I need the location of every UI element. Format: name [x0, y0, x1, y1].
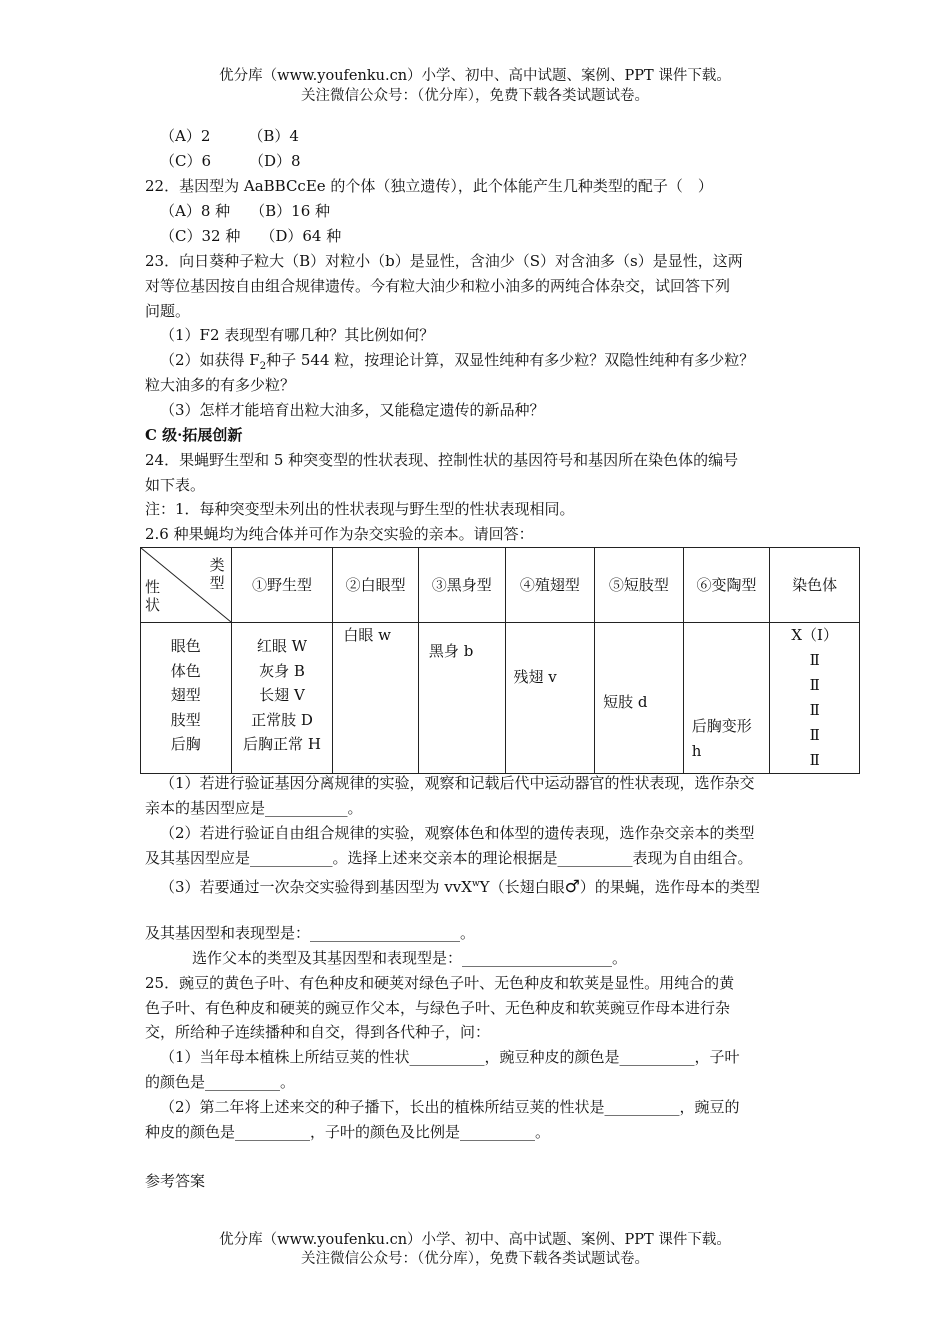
chromosome-value: Ⅱ: [809, 701, 820, 719]
deformed-value: 后胸变形 h: [691, 717, 752, 760]
chromosome-value: X（Ⅰ）: [791, 626, 838, 644]
q24-sub-2-line-1: （2）若进行验证自由组合规律的实验，观察体色和体型的遗传表现，选作杂交亲本的类型: [160, 824, 755, 842]
footer-line-2: 关注微信公众号：（优分库），免费下载各类试题试卷。: [301, 1251, 649, 1267]
q22-option-a: （A）8 种: [160, 202, 231, 220]
table-corner-cell: [141, 548, 240, 623]
q23-sub-1: （1）F2 表现型有哪几种？其比例如何？: [160, 326, 435, 344]
q23-sub-3: （3）怎样才能培育出粒大油多，又能稳定遗传的新品种？: [160, 401, 545, 419]
q24-sub-3-text-b: Y（长翅白眼: [479, 878, 565, 896]
male-symbol-icon: ♂: [564, 877, 580, 897]
white-eye-value: 白眼 w: [343, 626, 391, 644]
wild-value: 红眼 W: [256, 637, 308, 655]
header-white-eye: ②白眼型: [333, 548, 419, 623]
q22-options-row-1: [160, 201, 330, 221]
q24-sub-3-superscript: w: [471, 879, 480, 889]
chromosome-value: Ⅱ: [809, 676, 820, 694]
q25-sub-2-line-2: 种皮的颜色是__________，子叶的颜色及比例是__________。: [145, 1123, 551, 1141]
vestigial-cell: [505, 623, 595, 774]
wild-type-cell: [231, 623, 333, 774]
q22-options-row-2: [160, 226, 341, 246]
traits-cell: [141, 623, 232, 774]
q22-option-d: （D）64 种: [260, 227, 342, 245]
header-vestigial-wing: ④殖翅型: [505, 548, 595, 623]
q23-line-2: 对等位基因按自由组合规律遗传。今有粒大油少和粒小油多的两纯合体杂交，试回答下列: [145, 277, 731, 295]
q25-sub-1-line-1: （1）当年母本植株上所结豆荚的性状__________，豌豆种皮的颜色是__________，子叶: [160, 1048, 740, 1066]
chromosome-value: Ⅱ: [809, 651, 820, 669]
header-chromosome: 染色体: [770, 548, 860, 623]
q24-sub-3-text-c: ）的果蝇，选作母本的类型: [579, 878, 760, 896]
deformed-cell: [683, 623, 770, 774]
chromosome-value: Ⅱ: [809, 726, 820, 744]
header-short-limb: ⑤短肢型: [595, 548, 684, 623]
q24-sub-3-line-3: 选作父本的类型及其基因型和表现型是：____________________。: [192, 949, 628, 967]
q23-sub-2-subscript: 2: [259, 361, 267, 372]
wild-value: 灰身 B: [259, 661, 305, 680]
answers-title: 参考答案: [145, 1172, 206, 1190]
white-eye-cell: [333, 623, 419, 774]
q24-sub-3-text-a: （3）若要通过一次杂交实验得到基因型为 vvX: [160, 878, 472, 896]
trait-item: 肢型: [170, 710, 201, 729]
trait-item: 后胸: [170, 735, 201, 753]
q23-sub-2-text-b: 种子 544 粒，按理论计算，双显性纯种有多少粒？双隐性纯种有多少粒？: [266, 351, 755, 369]
q22-option-b: （B）16 种: [250, 202, 331, 220]
table-body-row: [141, 623, 860, 774]
genetics-table: [140, 547, 860, 774]
q21-option-a: （A）2: [160, 127, 211, 145]
q23-sub-2: [160, 350, 754, 377]
chromosome-value: Ⅱ: [809, 751, 820, 769]
q21-option-d: （D）8: [249, 152, 301, 170]
vestigial-value: 残翅 v: [513, 668, 557, 686]
short-limb-value: 短肢 d: [603, 693, 648, 711]
trait-item: 翅型: [170, 686, 201, 704]
footer-line-1: 优分库（www.youfenku.cn）小学、初中、高中试题、案例、PPT 课件下载。: [219, 1232, 731, 1248]
header-line-1: 优分库（www.youfenku.cn）小学、初中、高中试题、案例、PPT 课件下载。: [219, 68, 731, 84]
header-black-body: ③黑身型: [418, 548, 505, 623]
q21-option-b: （B）4: [248, 127, 299, 145]
q25-sub-1-line-2: 的颜色是__________。: [145, 1073, 296, 1091]
q24-sub-3-line-2: 及其基因型和表现型是：____________________。: [145, 924, 476, 942]
q25-line-1: 25．豌豆的黄色子叶、有色种皮和硬荚对绿色子叶、无色种皮和软荚是显性。用纯合的黄: [145, 974, 735, 992]
corner-type-label: 类 型: [209, 556, 240, 592]
q25-sub-2-line-1: （2）第二年将上述来交的种子播下，长出的植株所结豆荚的性状是__________，豌豆的: [160, 1098, 740, 1116]
short-limb-cell: [595, 623, 684, 774]
q22-stem: 22．基因型为 AaBBCcEe 的个体（独立遗传），此个体能产生几种类型的配子（ ）: [145, 177, 713, 195]
q21-options-row-2: [160, 151, 301, 171]
q24-note-2: 2.6 种果蝇均为纯合体并可作为杂交实验的亲本。请回答：: [145, 525, 534, 543]
header-line-2: 关注微信公众号：（优分库），免费下载各类试题试卷。: [301, 88, 649, 104]
q21-option-c: （C）6: [160, 152, 212, 170]
wild-value: 长翅 V: [259, 686, 305, 704]
header-deformed-thorax: ⑥变陶型: [683, 548, 770, 623]
q23-line-3: 问题。: [145, 302, 191, 320]
q24-sub-2-line-2: 及其基因型应是___________。选择上述来交亲本的理论根据是__________表现为自由组合。: [145, 849, 753, 867]
q23-line-1: 23．向日葵种子粒大（B）对粒小（b）是显性，含油少（S）对含油多（s）是显性，这两: [145, 252, 743, 270]
q24-sub-3-line-1: [160, 874, 760, 897]
section-c-title: C 级·拓展创新: [145, 426, 243, 444]
trait-item: 眼色: [170, 637, 201, 655]
q24-note-1: 注：1．每种突变型未列出的性状表现与野生型的性状表现相同。: [145, 500, 575, 518]
q21-options-row-1: [160, 126, 299, 146]
q25-line-2: 色子叶、有色种皮和硬荚的豌豆作父本，与绿色子叶、无色种皮和软荚豌豆作母本进行杂: [145, 999, 731, 1017]
header-wild-type: ①野生型: [231, 548, 333, 623]
q24-line-2: 如下表。: [145, 476, 206, 494]
q23-sub-2-text-a: （2）如获得 F: [160, 351, 260, 369]
wild-value: 正常肢 D: [251, 710, 313, 729]
black-body-value: 黑身 b: [428, 642, 474, 660]
black-body-cell: [418, 623, 505, 774]
q25-line-3: 交，所给种子连续播种和自交，得到各代种子，问：: [145, 1023, 491, 1041]
q24-line-1: 24．果蝇野生型和 5 种突变型的性状表现、控制性状的基因符号和基因所在染色体的编号: [145, 451, 739, 469]
table-header-row: [141, 548, 860, 623]
q24-sub-1-line-2: 亲本的基因型应是___________。: [145, 799, 363, 817]
corner-trait-label: 性 状: [145, 578, 176, 614]
trait-item: 体色: [170, 661, 201, 680]
wild-value: 后胸正常 H: [243, 735, 321, 753]
q22-option-c: （C）32 种: [160, 227, 241, 245]
q24-sub-1-line-1: （1）若进行验证基因分离规律的实验，观察和记载后代中运动器官的性状表现，选作杂交: [160, 774, 755, 792]
chromosome-cell: [770, 623, 860, 774]
q23-sub-2-cont: 粒大油多的有多少粒？: [145, 376, 296, 394]
